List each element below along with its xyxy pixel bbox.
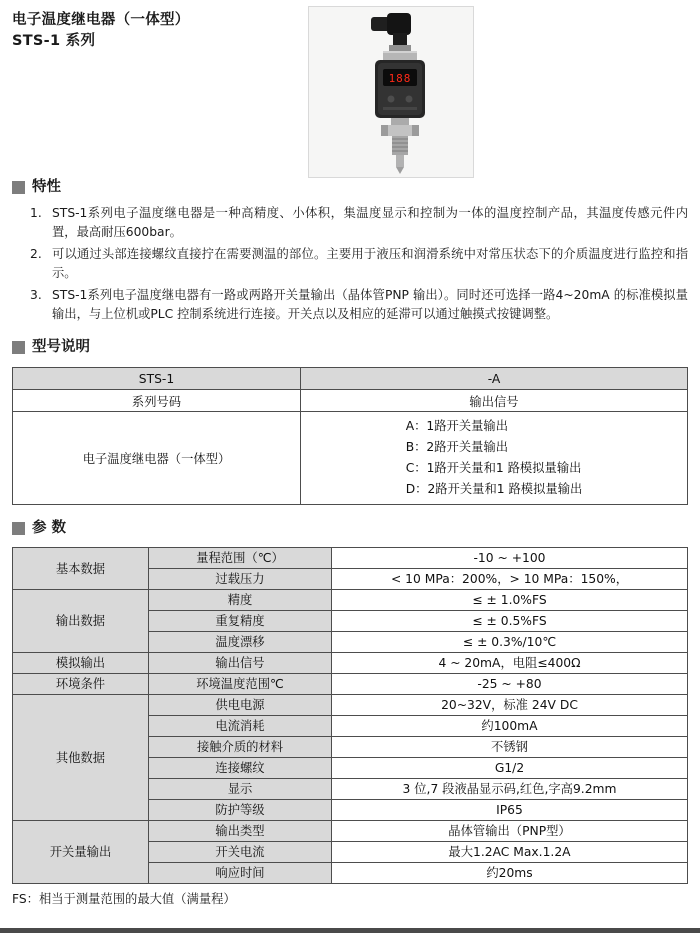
param-value-cell: G1/2 — [332, 758, 688, 779]
param-value-cell: ≤ ± 1.0%FS — [332, 590, 688, 611]
feature-item — [12, 245, 688, 283]
param-value-cell: 约100mA — [332, 716, 688, 737]
param-value-cell: ≤ ± 0.5%FS — [332, 611, 688, 632]
param-category-cell: 输出数据 — [13, 590, 149, 653]
param-name-cell: 环境温度范围℃ — [149, 674, 332, 695]
model-cell: 系列号码 — [13, 390, 301, 412]
param-row — [13, 821, 688, 842]
param-name-cell: 精度 — [149, 590, 332, 611]
page-bottom-band — [0, 928, 700, 933]
model-option: D：2路开关量和1 路模拟量输出 — [405, 482, 583, 496]
model-header-cell: -A — [301, 368, 688, 390]
feature-number: 2. — [30, 247, 42, 261]
param-value-cell: 约20ms — [332, 863, 688, 884]
model-options-list — [406, 416, 583, 500]
param-row — [13, 548, 688, 569]
feature-text: STS-1系列电子温度继电器是一种高精度、小体积，集温度显示和控制为一体的温度控制产品，其温度传感元件内置，最高耐压600bar。 — [52, 206, 688, 239]
feature-number: 3. — [30, 288, 42, 302]
param-value-cell: 3 位,7 段液晶显示码,红色,字高9.2mm — [332, 779, 688, 800]
params-heading — [12, 519, 688, 537]
param-name-cell: 量程范围（℃） — [149, 548, 332, 569]
param-name-cell: 接触介质的材料 — [149, 737, 332, 758]
param-name-cell: 响应时间 — [149, 863, 332, 884]
model-subheader-row — [13, 390, 688, 412]
param-value-cell: -10 ~ +100 — [332, 548, 688, 569]
model-table — [12, 367, 688, 505]
param-category-cell: 模拟输出 — [13, 653, 149, 674]
param-value-cell: 不锈钢 — [332, 737, 688, 758]
features-heading — [12, 178, 688, 196]
feature-item — [12, 286, 688, 324]
model-header-cell: STS-1 — [13, 368, 301, 390]
param-value-cell: 晶体管输出（PNP型） — [332, 821, 688, 842]
param-value-cell: ≤ ± 0.3%/10℃ — [332, 632, 688, 653]
model-option: A：1路开关量输出 — [405, 419, 509, 433]
param-name-cell: 输出类型 — [149, 821, 332, 842]
model-product-cell: 电子温度继电器（一体型） — [13, 412, 301, 505]
model-heading-text: 型号说明 — [32, 339, 90, 355]
param-row — [13, 674, 688, 695]
features-section — [12, 178, 688, 324]
features-list — [12, 204, 688, 324]
param-name-cell: 显示 — [149, 779, 332, 800]
param-value-cell: IP65 — [332, 800, 688, 821]
param-name-cell: 供电电源 — [149, 695, 332, 716]
param-name-cell: 连接螺纹 — [149, 758, 332, 779]
param-name-cell: 过载压力 — [149, 569, 332, 590]
param-category-cell: 环境条件 — [13, 674, 149, 695]
page-title: 电子温度继电器（一体型） — [12, 12, 190, 28]
model-option: B：2路开关量输出 — [405, 440, 509, 454]
param-row — [13, 590, 688, 611]
feature-number: 1. — [30, 206, 42, 220]
adjust-button-icon — [388, 96, 395, 103]
param-name-cell: 开关电流 — [149, 842, 332, 863]
page-subtitle: STS-1 系列 — [12, 33, 96, 49]
param-name-cell: 重复精度 — [149, 611, 332, 632]
model-body-row — [13, 412, 688, 505]
param-category-cell: 其他数据 — [13, 695, 149, 821]
param-value-cell: < 10 MPa：200%，> 10 MPa：150%， — [332, 569, 688, 590]
param-value-cell: 4 ~ 20mA，电阻≤400Ω — [332, 653, 688, 674]
model-cell: 输出信号 — [301, 390, 688, 412]
section-marker-icon — [12, 341, 25, 354]
model-heading — [12, 338, 688, 356]
display-digits: 188 — [388, 72, 412, 85]
param-name-cell: 防护等级 — [149, 800, 332, 821]
section-marker-icon — [12, 181, 25, 194]
footnote: FS：相当于测量范围的最大值（满量程） — [12, 892, 236, 906]
param-value-cell: 20~32V，标准 24V DC — [332, 695, 688, 716]
model-options-cell — [301, 412, 688, 505]
param-category-cell: 基本数据 — [13, 548, 149, 590]
params-section — [12, 519, 688, 884]
adjust-button-icon — [406, 96, 413, 103]
model-header-row — [13, 368, 688, 390]
product-photo — [308, 6, 474, 178]
feature-item — [12, 204, 688, 242]
feature-text: STS-1系列电子温度继电器有一路或两路开关量输出（晶体管PNP 输出）。同时还可选择一路4~20mA 的标准模拟量输出，与上位机或PLC 控制系统进行连接。开关点以及相应的延滞可以通过触摸式按键调整。 — [52, 288, 688, 321]
features-heading-text: 特性 — [32, 179, 61, 195]
param-category-cell: 开关量输出 — [13, 821, 149, 884]
param-name-cell: 温度漂移 — [149, 632, 332, 653]
param-table — [12, 547, 688, 884]
model-option: C：1路开关量和1 路模拟量输出 — [405, 461, 582, 475]
param-row — [13, 695, 688, 716]
model-section — [12, 338, 688, 505]
params-heading-text: 参 数 — [32, 520, 67, 536]
feature-text: 可以通过头部连接螺纹直接拧在需要测温的部位。主要用于液压和润滑系统中对常压状态下的介质温度进行监控和指示。 — [52, 247, 688, 280]
product-device-illustration — [309, 7, 473, 177]
param-value-cell: 最大1.2AC Max.1.2A — [332, 842, 688, 863]
param-row — [13, 653, 688, 674]
param-value-cell: -25 ~ +80 — [332, 674, 688, 695]
param-name-cell: 电流消耗 — [149, 716, 332, 737]
param-name-cell: 输出信号 — [149, 653, 332, 674]
section-marker-icon — [12, 522, 25, 535]
